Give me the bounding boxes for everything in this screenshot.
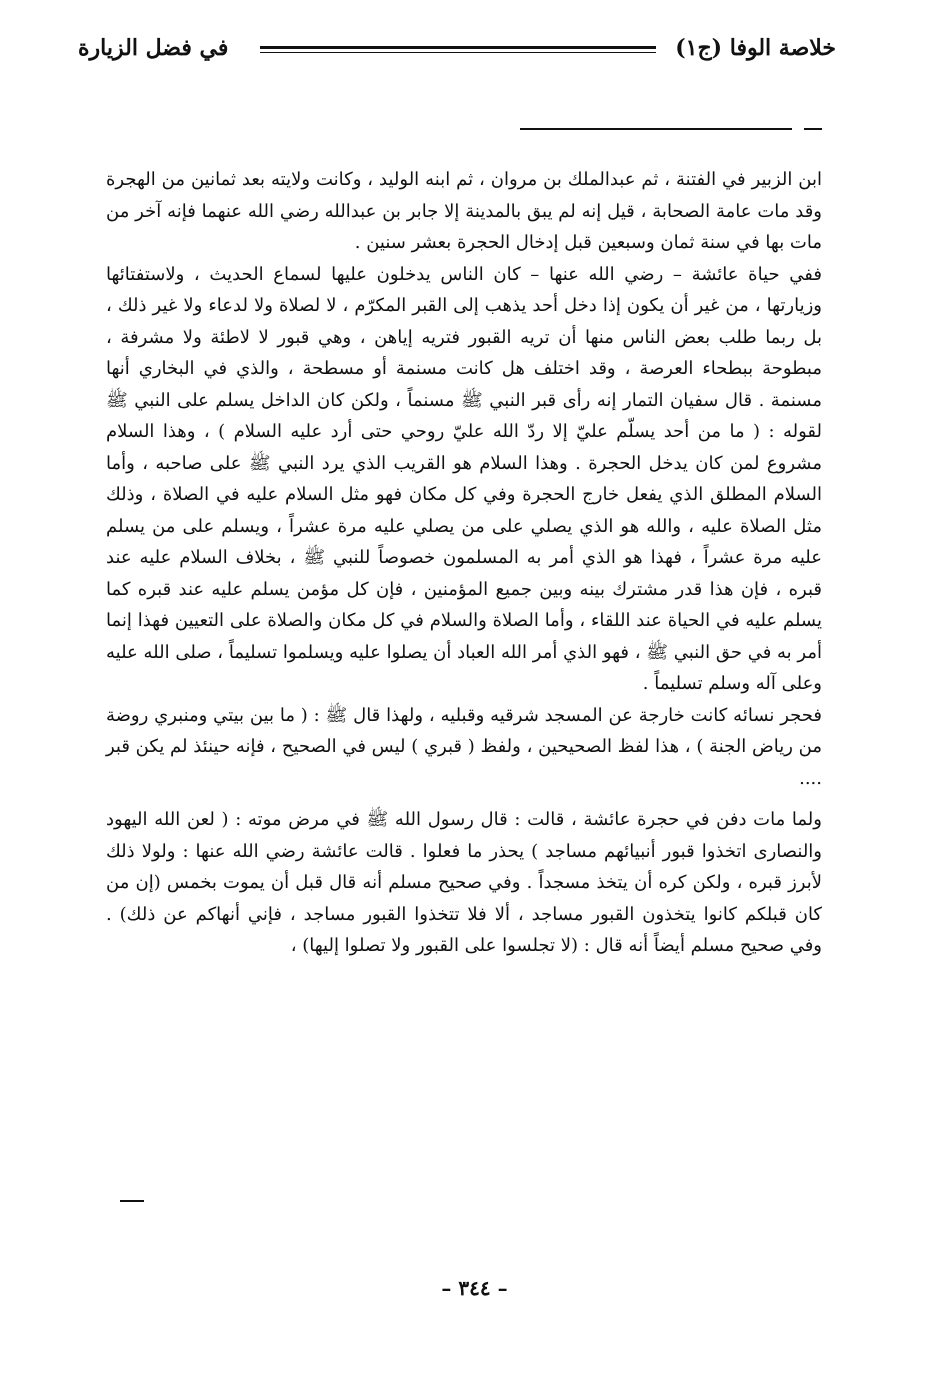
header-chapter-title: في فضل الزيارة: [78, 35, 229, 61]
header-book-title: [675, 34, 836, 62]
paragraph: ابن الزبير في الفتنة ، ثم عبدالملك بن مروان ، ثم ابنه الوليد ، وكانت ولايته بعد ثمانين من الهجرة وقد مات عامة الصحابة ، قيل إنه لم يبق بالمدينة إلا جابر بن عبدالله رضي الله عنهما فإنه آخر من مات بها في سنة ثمان وسبعين قبل إدخال الحجرة بعشر سنين .: [106, 169, 822, 253]
header-rule: [260, 46, 656, 53]
paragraph: فحجر نسائه كانت خارجة عن المسجد شرقيه وقبليه ، ولهذا قال ﷺ : ( ما بين بيتي ومنبري روضة من رياض الجنة ) ، هذا لفظ الصحيحين ، ولفظ ( قبري ) ليس في الصحيح ، فإنه حينئذ لم يكن قبر ....: [105, 704, 822, 789]
body-text: [106, 164, 822, 962]
paragraph: ولما مات دفن في حجرة عائشة ، قالت : قال رسول الله ﷺ في مرض موته : ( لعن الله اليهود والنصارى اتخذوا قبور أنبيائهم مساجد ) يحذر ما فعلوا . قالت عائشة رضي الله عنها : ولولا ذلك لأبرز قبره ، ولكن كره أن يتخذ مسجداً . وفي صحيح مسلم أنه قال قبل أن يموت بخمس (إن من كان قبلكم كانوا يتخذون القبور مساجد ، ألا فلا تتخذوا القبور مساجد ، فإني أنهاكم عن ذلك) . وفي صحيح مسلم أيضاً أنه قال : (لا تجلسوا على القبور ولا تصلوا إليها) ،: [106, 809, 823, 956]
running-header: [78, 34, 836, 66]
volume-label: (ج١): [675, 35, 723, 61]
bottom-dash: [120, 1200, 144, 1202]
book-title: خلاصة الوفا: [729, 35, 836, 61]
paragraph: ففي حياة عائشة – رضي الله عنها – كان الناس يدخلون عليها لسماع الحديث ، ولاستفتائها وزيارتها ، من غير أن يكون إذا دخل أحد يذهب إلى القبر المكرّم ، لا لصلاة ولا لدعاء ولا غير ذلك ، بل ربما طلب بعض الناس منها أن تريه القبور فتريه إياهن ، وهي قبور لا لاطئة ولا مشرفة ، مبطوحة ببطحاء العرصة ، وقد اختلف هل كانت مسنمة أو مسطحة ، والذي في البخاري أنها مسنمة . قال سفيان التمار إنه رأى قبر النبي ﷺ مسنماً ، ولكن كان الداخل يسلم على النبي ﷺ لقوله : ( ما من أحد يسلّم عليّ إلا ردّ الله عليّ روحي حتى أرد عليه السلام ) ، وهذا السلام مشروع لمن كان يدخل الحجرة . وهذا السلام هو القريب الذي يرد النبي ﷺ على صاحبه ، وأما السلام المطلق الذي يفعل خارج الحجرة وفي كل مكان فهو مثل السلام عليه في الصلاة ، وذلك مثل الصلاة عليه ، والله هو الذي يصلي على من يصلي عليه مرة عشراً ، ويسلم على من يسلم عليه مرة عشراً ، فهذا هو الذي أمر به المسلمون خصوصاً للنبي ﷺ ، بخلاف السلام عليه عند قبره ، فإن هذا قدر مشترك بينه وبين جميع المؤمنين ، فإن كل مؤمن يسلم عليه عند قبره كما يسلم عليه في الحياة عند اللقاء ، وأما الصلاة والسلام في كل مكان والصلاة على التعيين فهذا إنما أمر به في حق النبي ﷺ ، فهو الذي أمر الله العباد أن يصلوا عليه ويسلموا تسليماً ، صلى الله عليه وعلى آله وسلم تسليماً .: [106, 263, 822, 694]
footnote-continuation-rule: [520, 128, 792, 130]
top-dash: [804, 128, 822, 130]
page-number: – ٣٤٤ –: [441, 1276, 508, 1300]
